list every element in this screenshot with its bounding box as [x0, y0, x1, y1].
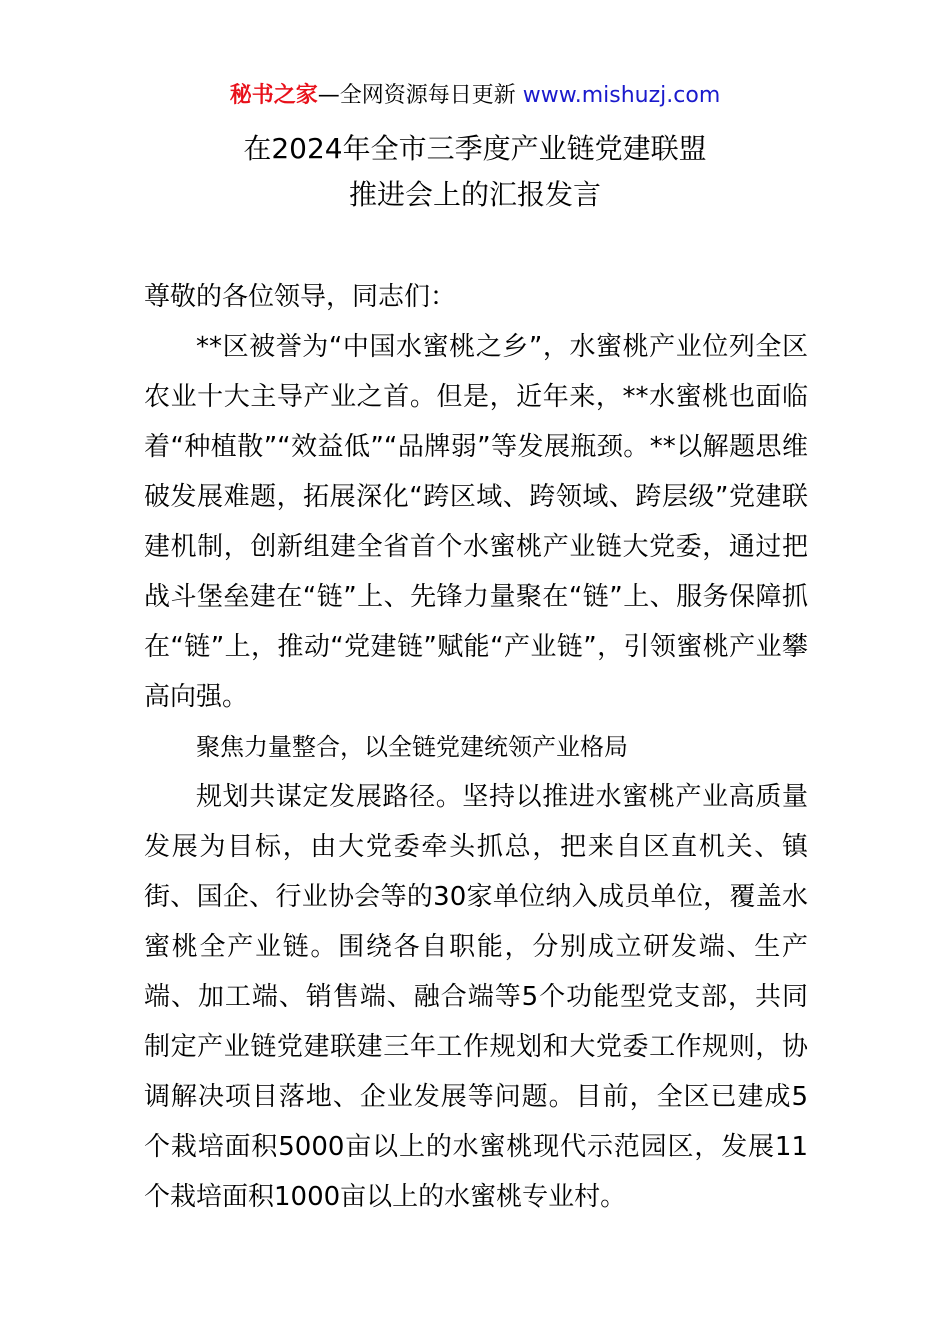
salutation: 尊敬的各位领导，同志们：: [144, 282, 457, 312]
document-body: [144, 272, 808, 1222]
site-header: [0, 80, 950, 112]
site-url-link[interactable]: www.mishuzj.com: [522, 83, 721, 108]
section-heading: 聚焦力量整合，以全链党建统领产业格局: [196, 733, 628, 761]
header-tagline: —全网资源每日更新: [317, 83, 516, 108]
body-paragraph: 规划共谋定发展路径。坚持以推进水蜜桃产业高质量发展为目标，由大党委牵头抓总，把来自区直机关、镇街、国企、行业协会等的30家单位纳入成员单位，覆盖水蜜桃全产业链。围绕各自职能，分别成立研发端、生产端、加工端、销售端、融合端等5个功能型党支部，共同制定产业链党建联建三年工作规划和大党委工作规则，协调解决项目落地、企业发展等问题。目前，全区已建成5个栽培面积5000亩以上的水蜜桃现代示范园区，发展11个栽培面积1000亩以上的水蜜桃专业村。: [144, 782, 808, 1212]
body-paragraph: **区被誉为“中国水蜜桃之乡”，水蜜桃产业位列全区农业十大主导产业之首。但是，近年来，**水蜜桃也面临着“种植散”“效益低”“品牌弱”等发展瓶颈。**以解题思维破发展难题，拓展深化“跨区域、跨领域、跨层级”党建联建机制，创新组建全省首个水蜜桃产业链大党委，通过把战斗堡垒建在“链”上、先锋力量聚在“链”上、服务保障抓在“链”上，推动“党建链”赋能“产业链”，引领蜜桃产业攀高向强。: [144, 332, 808, 712]
title-line-1: 在2024年全市三季度产业链党建联盟: [243, 132, 707, 165]
brand-name: 秘书之家: [229, 83, 318, 108]
title-line-2: 推进会上的汇报发言: [348, 178, 601, 211]
document-title: [0, 126, 950, 218]
